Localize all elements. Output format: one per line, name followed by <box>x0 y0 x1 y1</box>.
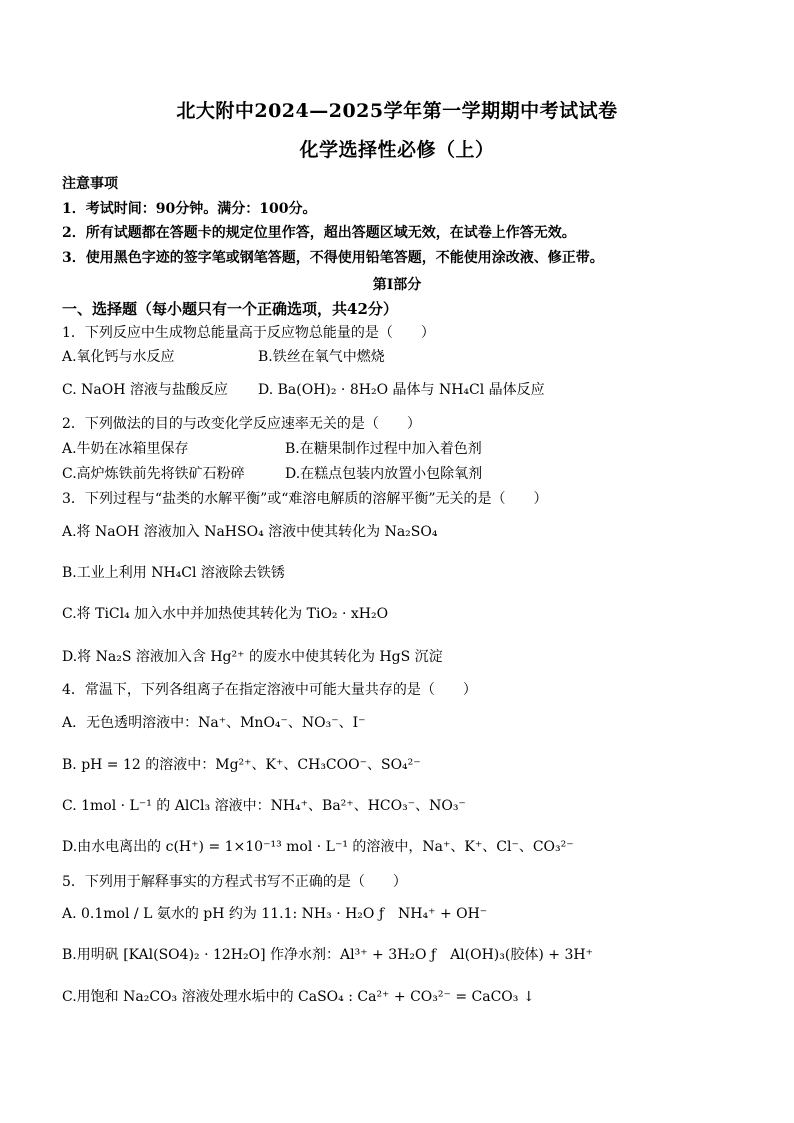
part-label: 第I部分 <box>372 277 422 293</box>
question-4-option-d: D.由水电离出的 c(H⁺) = 1×10⁻¹³ mol · L⁻¹ 的溶液中，Na⁺、K⁺、Cl⁻、CO₃²⁻ <box>62 839 574 855</box>
question-3-option-b: B.工业上利用 NH₄Cl 溶液除去铁锈 <box>62 565 285 581</box>
question-3-option-c: C.将 TiCl₄ 加入水中并加热使其转化为 TiO₂ · xH₂O <box>62 606 389 622</box>
question-2-option-b: B.在糖果制作过程中加入着色剂 <box>285 441 482 457</box>
question-5-stem: 5．下列用于解释事实的方程式书写不正确的是（ ） <box>62 874 407 890</box>
question-1-option-d: D. Ba(OH)₂ · 8H₂O 晶体与 NH₄Cl 晶体反应 <box>258 382 545 398</box>
question-1-option-c: C. NaOH 溶液与盐酸反应 <box>62 382 228 398</box>
question-2-option-a: A.牛奶在冰箱里保存 <box>62 441 189 457</box>
exam-title: 北大附中2024—2025学年第一学期期中考试试卷 <box>176 100 618 122</box>
question-3-stem: 3．下列过程与“盐类的水解平衡”或“难溶电解质的溶解平衡”无关的是（ ） <box>62 491 548 507</box>
question-1-stem: 1．下列反应中生成物总能量高于反应物总能量的是（ ） <box>62 325 435 341</box>
question-3-option-a: A.将 NaOH 溶液加入 NaHSO₄ 溶液中使其转化为 Na₂SO₄ <box>62 524 438 540</box>
question-1-option-a: A.氧化钙与水反应 <box>62 349 175 365</box>
note-item-1: 1．考试时间：90分钟。满分：100分。 <box>62 201 317 217</box>
question-2-option-c: C.高炉炼铁前先将铁矿石粉碎 <box>62 466 245 482</box>
question-5-option-a: A. 0.1mol / L 氨水的 pH 约为 11.1: NH₃ · H₂O ƒ NH₄⁺ + OH⁻ <box>62 906 488 922</box>
question-5-option-b: B.用明矾 [KAl(SO4)₂ · 12H₂O] 作净水剂：Al³⁺ + 3H₂O ƒ Al(OH)₃(胶体) + 3H⁺ <box>62 947 593 963</box>
question-2-option-d: D.在糕点包装内放置小包除氧剂 <box>285 466 483 482</box>
exam-subtitle: 化学选择性必修（上） <box>299 139 495 161</box>
question-4-option-a: A．无色透明溶液中：Na⁺、MnO₄⁻、NO₃⁻、I⁻ <box>62 715 366 731</box>
question-4-option-c: C. 1mol · L⁻¹ 的 AlCl₃ 溶液中：NH₄⁺、Ba²⁺、HCO₃⁻、NO₃⁻ <box>62 798 466 814</box>
notes-heading: 注意事项 <box>62 176 118 192</box>
question-3-option-d: D.将 Na₂S 溶液加入含 Hg²⁺ 的废水中使其转化为 HgS 沉淀 <box>62 649 443 665</box>
question-1-option-b: B.铁丝在氧气中燃烧 <box>258 349 385 365</box>
note-item-2: 2．所有试题都在答题卡的规定位里作答，超出答题区域无效，在试卷上作答无效。 <box>62 225 576 241</box>
note-item-3: 3．使用黑色字迹的签字笔或钢笔答题，不得使用铅笔答题，不能使用涂改液、修正带。 <box>62 250 604 266</box>
question-4-stem: 4．常温下，下列各组离子在指定溶液中可能大量共存的是（ ） <box>62 682 477 698</box>
question-4-option-b: B. pH = 12 的溶液中：Mg²⁺、K⁺、CH₃COO⁻、SO₄²⁻ <box>62 757 421 773</box>
section-heading: 一、选择题（每小题只有一个正确选项，共42分） <box>62 300 398 318</box>
question-5-option-c: C.用饱和 Na₂CO₃ 溶液处理水垢中的 CaSO₄ : Ca²⁺ + CO₃²⁻ = CaCO₃ ↓ <box>62 989 535 1005</box>
question-2-stem: 2．下列做法的目的与改变化学反应速率无关的是（ ） <box>62 416 421 432</box>
